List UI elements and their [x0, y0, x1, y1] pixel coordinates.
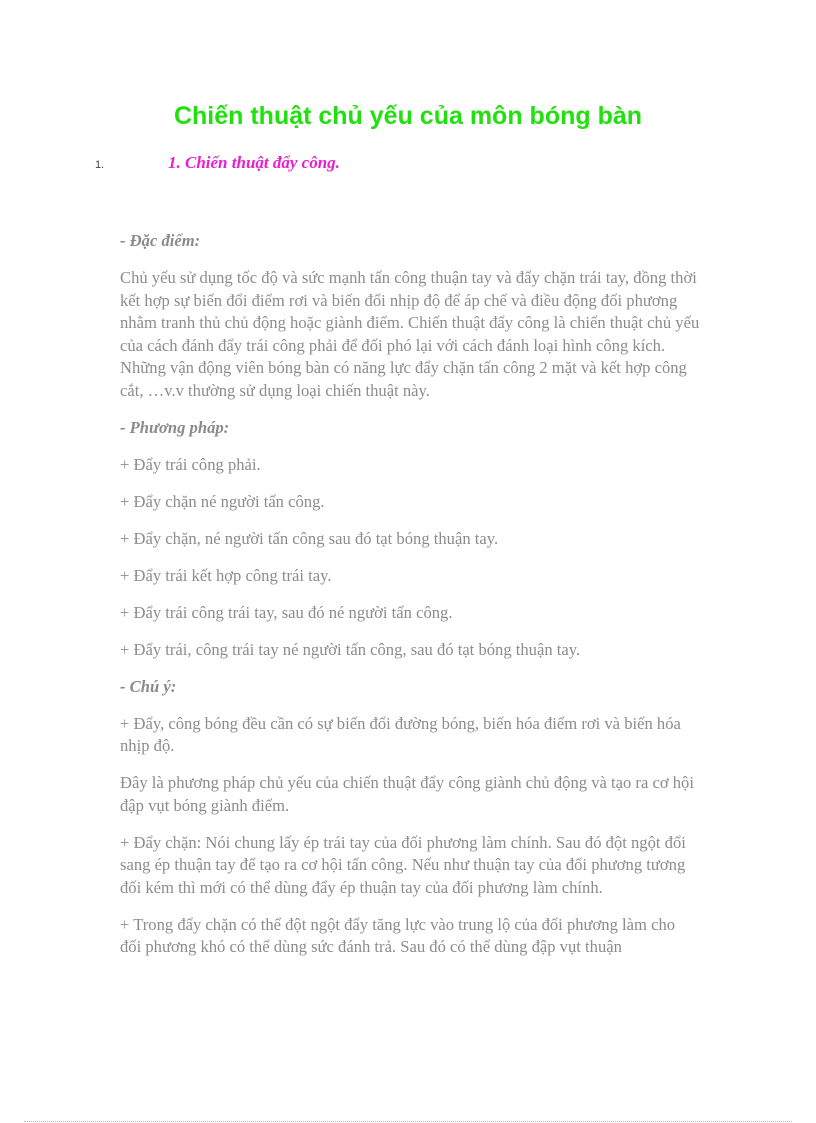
- list-item: + Đẩy trái kết hợp công trái tay.: [120, 565, 332, 585]
- subheading-dac-diem: - Đặc điểm:: [120, 231, 201, 250]
- paragraph-chu-y: Đây là phương pháp chủ yếu của chiến thuật đẩy công giành chủ động và tạo ra cơ hội đập vụt bóng giành điểm.: [120, 773, 694, 815]
- list-item: + Đẩy chặn né người tấn công.: [120, 491, 325, 511]
- subheading-phuong-phap: - Phương pháp:: [120, 417, 230, 437]
- list-item: + Đẩy chặn, né người tấn công sau đó tạt bóng thuận tay.: [120, 528, 499, 548]
- paragraph-dac-diem: Chủ yếu sử dụng tốc độ và sức mạnh tấn công thuận tay và đẩy chặn trái tay, đồng thời kết hợp sự biến đổi điểm rơi và biến đổi nhịp độ để áp chế và điều động đối phương nhằm tranh thủ chủ động hoặc giành điểm. Chiến thuật đẩy công là chiến thuật chủ yếu của cách đánh đẩy trái công phải để đối phó lại với cách đánh loại hình công kích. Những vận động viên bóng bàn có năng lực đẩy chặn tấn công 2 mặt và kết hợp công cắt, …v.v thường sử dụng loại chiến thuật này.: [120, 268, 700, 400]
- paragraph-chu-y: + Đẩy, công bóng đều cần có sự biến đổi đường bóng, biến hóa điểm rơi và biến hóa nhịp độ.: [120, 713, 681, 755]
- list-number: 1.: [95, 159, 105, 171]
- paragraph-chu-y: + Đẩy chặn: Nói chung lấy ép trái tay của đối phương làm chính. Sau đó đột ngột đổi sang ép thuận tay để tạo ra cơ hội tấn công. Nếu như thuận tay của đối phương tương đối kém thì mới có thể dùng đẩy ép thuận tay của đối phương làm chính.: [120, 832, 686, 897]
- subheading-chu-y: - Chú ý:: [120, 676, 177, 696]
- list-item: + Đẩy trái công trái tay, sau đó né người tấn công.: [120, 602, 453, 622]
- section-heading: 1. Chiến thuật đẩy công.: [168, 153, 340, 172]
- list-item: + Đẩy trái công phải.: [120, 454, 261, 474]
- page-title: Chiến thuật chủ yếu của môn bóng bàn: [173, 102, 643, 130]
- body-text: [120, 230, 700, 973]
- list-item: + Đẩy trái, công trái tay né người tấn công, sau đó tạt bóng thuận tay.: [120, 639, 581, 659]
- page-bottom-divider: [24, 1121, 792, 1122]
- paragraph-chu-y: + Trong đẩy chặn có thể đột ngột đẩy tăng lực vào trung lộ của đối phương làm cho đối phương khó có thể dùng sức đánh trả. Sau đó có thể dùng đập vụt thuận: [120, 914, 676, 956]
